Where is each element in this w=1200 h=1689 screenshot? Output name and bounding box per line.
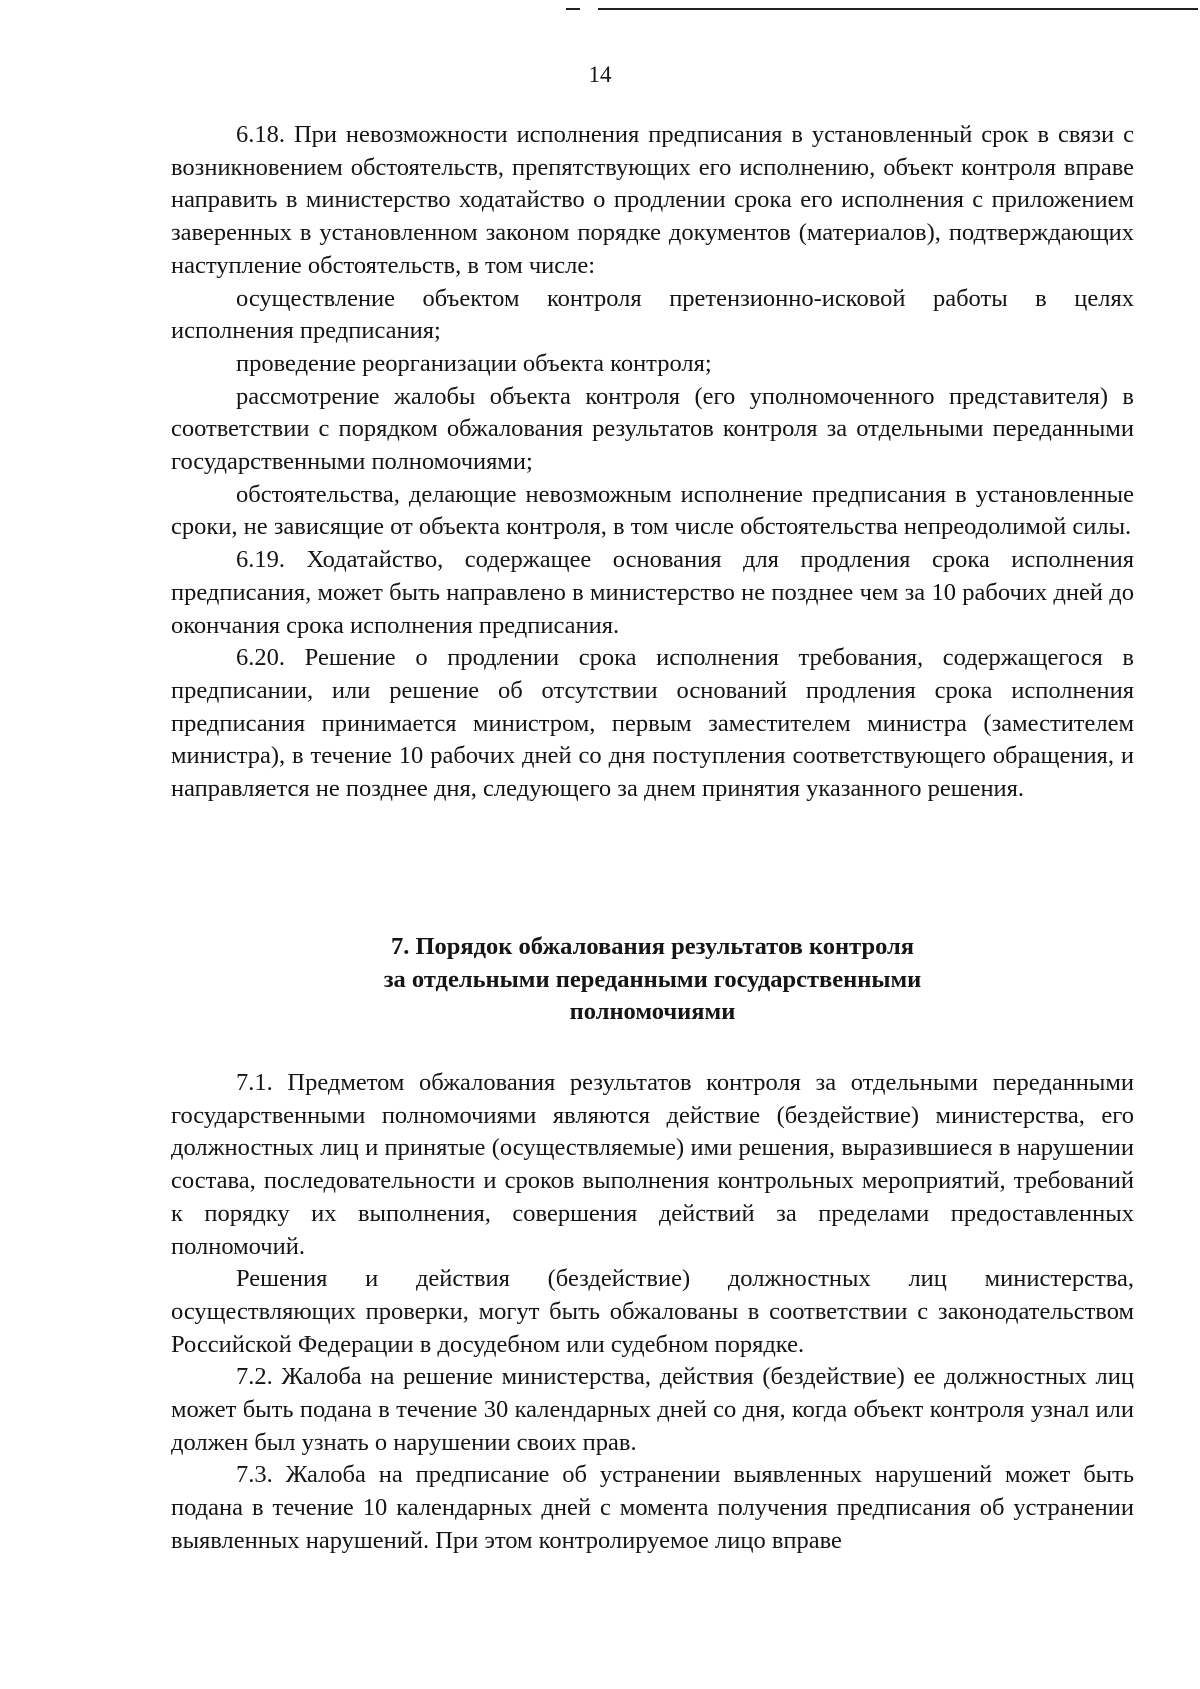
- list-item-reorganization: проведение реорганизации объекта контроля;: [236, 349, 712, 377]
- paragraph-6-19: 6.19. Ходатайство, содержащее основания для продления срока исполнения предписания, может быть направлено в министерство не позднее чем за 10 рабочих дней до окончания срока исполнения предписания.: [171, 546, 1134, 639]
- paragraph-6-18: 6.18. При невозможности исполнения предписания в установленный срок в связи с возникновением обстоятельств, препятствующих его исполнению, объект контроля вправе направить в министерство ходатайство о продлении срока его исполнения с приложением заверенных в установленном законом порядке документов (материалов), подтверждающих наступление обстоятельств, в том числе:: [171, 121, 1134, 279]
- scan-artifact-line: [598, 8, 1198, 10]
- section-7-text: [171, 1067, 1134, 1558]
- paragraph-6-20: 6.20. Решение о продлении срока исполнения требования, содержащегося в предписании, или решение об отсутствии оснований продления срока исполнения предписания принимается министром, первым заместителем министра (заместителем министра), в течение 10 рабочих дней со дня поступления соответствующего обращения, и направляется не позднее дня, следующего за днем принятия указанного решения.: [171, 644, 1134, 803]
- list-item-complaint-review: рассмотрение жалобы объекта контроля (его уполномоченного представителя) в соответствии с порядком обжалования результатов контроля за отдельными переданными государственными полномочиями;: [171, 382, 1134, 476]
- paragraph-7-2: 7.2. Жалоба на решение министерства, действия (бездействие) ее должностных лиц может быть подана в течение 30 календарных дней со дня, когда объект контроля узнал или должен был узнать о нарушении своих прав.: [171, 1363, 1134, 1456]
- list-item-force-majeure: обстоятельства, делающие невозможным исполнение предписания в установленные сроки, не зависящие от объекта контроля, в том числе обстоятельства непреодолимой силы.: [171, 480, 1134, 541]
- paragraph-7-1: 7.1. Предметом обжалования результатов контроля за отдельными переданными государственными полномочиями являются действие (бездействие) министерства, его должностных лиц и принятые (осуществляемые) ими решения, выразившиеся в нарушении состава, последовательности и сроков выполнения контрольных мероприятий, требований к порядку их выполнения, совершения действий за пределами предоставленных полномочий.: [171, 1069, 1134, 1260]
- heading-line: 7. Порядок обжалования результатов контроля: [390, 933, 915, 960]
- section-6-text: [171, 119, 1134, 806]
- paragraph-appeal-procedure: Решения и действия (бездействие) должностных лиц министерства, осуществляющих проверки, могут быть обжалованы в соответствии с законодательством Российской Федерации в досудебном или судебном порядке.: [171, 1265, 1134, 1358]
- heading-line: за отдельными переданными государственными: [383, 965, 922, 993]
- section-7-heading: [171, 931, 1134, 1029]
- paragraph-7-3: 7.3. Жалоба на предписание об устранении выявленных нарушений может быть подана в течение 10 календарных дней с момента получения предписания об устранении выявленных нарушений. При этом контролируемое лицо вправе: [171, 1461, 1134, 1554]
- heading-line: полномочиями: [569, 998, 736, 1026]
- page-number: 14: [588, 62, 612, 87]
- scan-artifact-line: [566, 8, 580, 10]
- list-item-claim-work: осуществление объектом контроля претензионно-исковой работы в целях исполнения предписания;: [171, 284, 1134, 345]
